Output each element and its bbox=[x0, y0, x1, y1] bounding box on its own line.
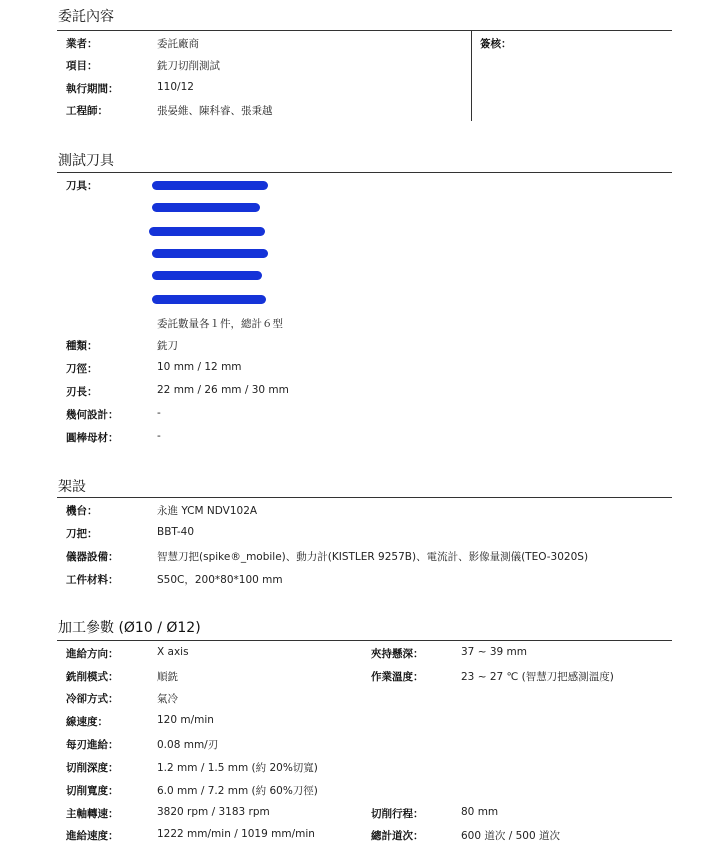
workpiece-value: S50C，200*80*100 mm bbox=[157, 574, 283, 586]
redaction-mark bbox=[149, 227, 265, 236]
vendor-value: 委託廠商 bbox=[157, 38, 199, 50]
cut-depth-label: 切削深度： bbox=[66, 762, 119, 774]
approval-divider bbox=[471, 31, 472, 121]
cutting-speed-label: 線速度： bbox=[66, 716, 108, 728]
redaction-mark bbox=[152, 295, 266, 304]
diameter-value: 10 mm / 12 mm bbox=[157, 361, 242, 373]
diameter-label: 刀徑： bbox=[66, 363, 98, 375]
section-divider bbox=[57, 30, 672, 31]
rod-material-value: - bbox=[157, 430, 161, 442]
machine-value: 永進 YCM NDV102A bbox=[157, 505, 258, 517]
cut-width-label: 切削寬度： bbox=[66, 785, 119, 797]
overhang-label: 夾持懸深： bbox=[371, 648, 424, 660]
feed-direction-value: X axis bbox=[157, 646, 189, 658]
total-passes-label: 總計道次： bbox=[371, 830, 424, 842]
cut-depth-value: 1.2 mm / 1.5 mm (約 20%切寬) bbox=[157, 762, 318, 774]
feed-rate-value: 1222 mm/min / 1019 mm/min bbox=[157, 828, 315, 840]
cooling-value: 氣冷 bbox=[157, 693, 178, 705]
feed-per-tooth-value: 0.08 mm/刃 bbox=[157, 739, 219, 751]
section-divider bbox=[57, 497, 672, 498]
spindle-speed-value: 3820 rpm / 3183 rpm bbox=[157, 806, 270, 818]
temperature-value: 23 ~ 27 ℃ (智慧刀把感測溫度) bbox=[461, 671, 614, 683]
item-value: 銑刀切削測試 bbox=[157, 60, 220, 72]
approval-label: 簽核： bbox=[480, 38, 512, 50]
holder-value: BBT-40 bbox=[157, 526, 195, 538]
redaction-mark bbox=[152, 249, 268, 258]
geometry-label: 幾何設計： bbox=[66, 409, 119, 421]
section-title-setup: 架設 bbox=[58, 479, 86, 495]
type-label: 種類： bbox=[66, 340, 98, 352]
overhang-value: 37 ~ 39 mm bbox=[461, 646, 527, 658]
vendor-label: 業者： bbox=[66, 38, 98, 50]
redaction-mark bbox=[152, 181, 268, 190]
workpiece-label: 工件材料： bbox=[66, 574, 119, 586]
flute-length-label: 刃長： bbox=[66, 386, 98, 398]
tool-label: 刀具： bbox=[66, 180, 98, 192]
spindle-speed-label: 主軸轉速： bbox=[66, 808, 119, 820]
equipment-label: 儀器設備： bbox=[66, 551, 119, 563]
tool-quantity-note: 委託數量各１件，總計６型 bbox=[157, 318, 283, 330]
period-label: 執行期間： bbox=[66, 83, 119, 95]
feed-rate-label: 進給速度： bbox=[66, 830, 119, 842]
cut-width-value: 6.0 mm / 7.2 mm (約 60%刀徑) bbox=[157, 785, 318, 797]
item-label: 項目： bbox=[66, 60, 98, 72]
total-passes-value: 600 道次 / 500 道次 bbox=[461, 830, 560, 842]
flute-length-value: 22 mm / 26 mm / 30 mm bbox=[157, 384, 289, 396]
period-value: 110/12 bbox=[157, 81, 194, 93]
redaction-mark bbox=[152, 203, 260, 212]
section-divider bbox=[57, 640, 672, 641]
equipment-value: 智慧刀把(spike®_mobile)、動力計(KISTLER 9257B)、電流計、影像量測儀(TEO-3020S) bbox=[157, 551, 589, 563]
type-value: 銑刀 bbox=[157, 340, 178, 352]
redaction-mark bbox=[152, 271, 262, 280]
cutting-speed-value: 120 m/min bbox=[157, 714, 214, 726]
holder-label: 刀把： bbox=[66, 528, 98, 540]
machine-label: 機台： bbox=[66, 505, 98, 517]
section-title-commission: 委託內容 bbox=[58, 9, 114, 25]
engineer-value: 張晏維、陳科睿、張秉越 bbox=[157, 105, 273, 117]
geometry-value: - bbox=[157, 407, 161, 419]
engineer-label: 工程師： bbox=[66, 105, 108, 117]
feed-direction-label: 進給方向： bbox=[66, 648, 119, 660]
feed-per-tooth-label: 每刃進給： bbox=[66, 739, 119, 751]
stroke-value: 80 mm bbox=[461, 806, 499, 818]
rod-material-label: 圓棒母材： bbox=[66, 432, 119, 444]
section-title-tools: 測試刀具 bbox=[58, 153, 114, 169]
stroke-label: 切削行程： bbox=[371, 808, 424, 820]
milling-mode-label: 銑削模式： bbox=[66, 671, 119, 683]
section-title-params: 加工參數 (Ø10 / Ø12) bbox=[58, 620, 201, 636]
cooling-label: 冷卻方式： bbox=[66, 693, 119, 705]
section-divider bbox=[57, 172, 672, 173]
temperature-label: 作業溫度： bbox=[371, 671, 424, 683]
milling-mode-value: 順銑 bbox=[157, 671, 178, 683]
